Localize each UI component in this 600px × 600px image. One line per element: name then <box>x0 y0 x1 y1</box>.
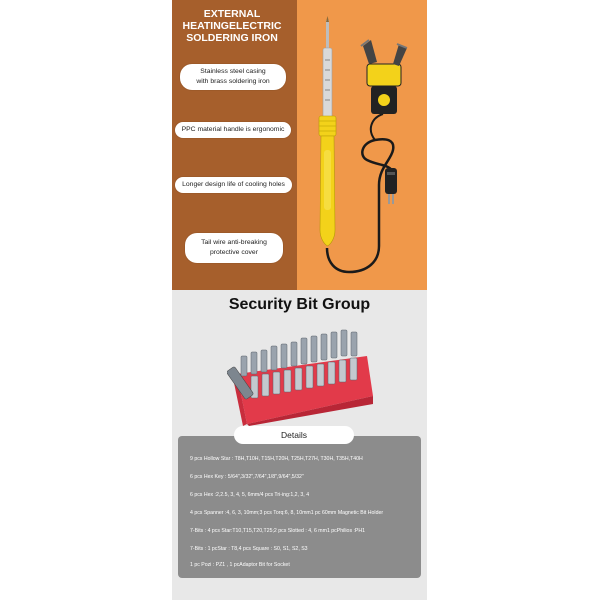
detail-line-5: 7-Bits : 4 pcs Star:T10,T15,T20,T25;2 pcs Slotted : 4, 6 mm1 pcPhilios :PH1 <box>190 528 366 534</box>
stand-icon <box>361 40 407 114</box>
title-line-3: SOLDERING IRON <box>186 32 278 44</box>
title-line-2: HEATINGELECTRIC <box>182 20 282 32</box>
soldering-iron-section <box>172 0 427 290</box>
feature-pill-tailwire <box>185 233 283 263</box>
section-title: Security Bit Group <box>228 296 371 313</box>
title-line-1: EXTERNAL <box>203 8 261 20</box>
feature-handle-text: PPC material handle is ergonomic <box>181 126 285 133</box>
feature-tailwire-line-2: protective cover <box>210 249 258 256</box>
feature-panel <box>172 0 297 290</box>
feature-casing-line-2: with brass soldering iron <box>196 78 270 85</box>
detail-line-4: 4 pcs Spanner :4, 6, 3, 10mm;3 pcs Torq:6, 8, 10mm1 pc 60mm Magnetic Bit Holder <box>190 510 384 516</box>
feature-pill-casing <box>180 64 286 90</box>
plug-icon <box>385 168 397 204</box>
feature-tailwire-line-1: Tail wire anti-breaking <box>201 239 267 246</box>
detail-line-7: 1 pc Pozi : PZ1 , 1 pcAdaptor Bit for Socket <box>190 562 290 568</box>
product-title <box>172 8 292 44</box>
feature-pill-cooling <box>175 177 292 193</box>
detail-line-1: 9 pcs Hollow Star : T8H,T10H, T15H,T20H, T25H,T27H, T30H, T35H,T40H <box>190 456 363 462</box>
feature-cooling-text: Longer design life of cooling holes <box>182 181 285 188</box>
detail-line-6: 7-Bits : 1 pcStar : T8,4 pcs Square : S0, S1, S2, S3 <box>190 546 308 552</box>
product-photo-panel <box>297 0 427 290</box>
detail-line-2: 6 pcs Hex Key : 5/64",3/32",7/64",1/8",9/64",5/32" <box>190 474 304 480</box>
feature-casing-line-1: Stainless steel casing <box>200 68 266 75</box>
detail-line-3: 6 pcs Hex :2,2.5, 3, 4, 5, 6mm/4 pcs Tri-ing:1,2, 3, 4 <box>190 492 310 498</box>
details-label: Details <box>234 426 354 444</box>
soldering-iron-image <box>297 0 427 290</box>
product-canvas <box>172 0 427 600</box>
bit-set-image <box>227 326 377 426</box>
security-bit-section <box>172 290 427 600</box>
details-panel <box>178 436 421 578</box>
feature-pill-handle <box>175 122 291 138</box>
